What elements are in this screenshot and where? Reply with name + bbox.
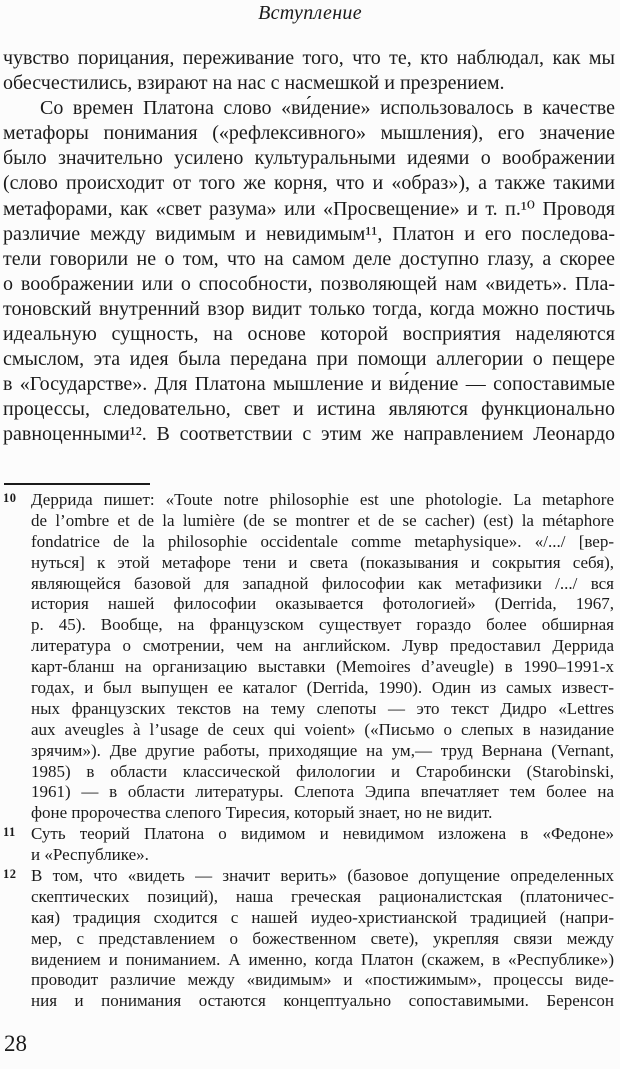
body-text-line: тоновский внутренний взор видит только тогда, когда можно постичь: [3, 297, 615, 320]
body-text-line: было значительно усилено культуральными идеями о воображении: [3, 147, 615, 170]
footnote-marker: 12: [3, 867, 17, 882]
body-text-line: процессы, следовательно, свет и истина являются функционально: [3, 398, 615, 421]
footnote-text-line: нуться] к этой метафоре тени и света (показывания и сокрытия себя),: [31, 552, 614, 572]
footnote-text-line: проводит различие между «видимым» и «постижимым», процессы виде-: [31, 970, 614, 990]
footnote-separator: [4, 483, 150, 485]
body-text-line: о воображении или о способности, позволяющей нам «видеть». Пла-: [3, 272, 615, 295]
body-text-line: в «Государстве». Для Платона мышление и ви́дение — сопоставимые: [3, 373, 615, 396]
footnote-text-line: карт-бланш на организацию выставки (Memoires d’aveugle) в 1990–1991-х: [31, 657, 614, 677]
body-text-line: смыслом, эта идея была передана при помощи аллегории о пещере: [3, 348, 615, 371]
footnote-text-line: Суть теорий Платона о видимом и невидимом изложена в «Федоне»: [31, 824, 614, 844]
footnote-text-line: кая) традиция сходится с нашей иудео-христианской традицией (напри-: [31, 907, 614, 927]
body-text-line: (слово происходит от того же корня, что и «образ»), а также такими: [3, 172, 615, 195]
footnote-text-line: литература о смотрении, чем на английском. Лувр предоставил Деррида: [31, 636, 614, 656]
body-text-line: тели говорили не о том, что на самом деле доступно глазу, а скорее: [3, 247, 615, 270]
page-number: 28: [4, 1031, 27, 1056]
footnotes-section: [3, 490, 614, 1012]
footnote-text-line: фоне пророчества слепого Тиресия, который знает, но не видит.: [31, 803, 493, 823]
body-text-line: Со времен Платона слово «ви́дение» использовалось в качестве: [40, 97, 615, 120]
body-text-line: метафорами, как «свет разума» или «Просвещение» и т. п.¹⁰ Проводя: [3, 197, 615, 220]
footnote: [3, 490, 614, 824]
body-text-line: обесчестились, взирают на нас с насмешкой и презрением.: [3, 72, 505, 95]
footnote-text-line: мер, с представлением о божественном свете), укрепляя связи между: [31, 928, 614, 948]
body-text-line: равноценными¹². В соответствии с этим же направлением Леонардо: [3, 423, 615, 446]
footnote-text-line: p. 45). Вообще, на французском существует гораздо более обширная: [31, 615, 614, 635]
footnote-text-line: 1961) — в области литературы. Слепота Эдипа впечатляет тем более на: [31, 782, 614, 802]
footnote: [3, 866, 614, 1012]
footnote-text-line: и «Республике».: [31, 845, 149, 865]
footnote-text-line: ния и понимания остаются концептуально сопоставимыми. Беренсон: [31, 991, 614, 1011]
footnote-text-line: ных французских текстов на тему слепоты — это текст Дидро «Lettres: [31, 698, 614, 718]
footnote: [3, 824, 614, 866]
footnote-text-line: Деррида пишет: «Toute notre philosophie est une photologie. La metaphore: [31, 490, 614, 509]
footnote-text-line: de l’ombre et de la lumière (de se montrer et de se cacher) (est) la métaphore: [31, 510, 614, 530]
footnote-text-line: являющейся базовой для западной философии как метафизики /.../ вся: [31, 573, 614, 593]
footnote-text-line: годах, и был выпущен ее каталог (Derrida, 1990). Один из самых извест-: [31, 678, 614, 698]
body-text-line: метафоры понимания («рефлексивного» мышления), его значение: [3, 122, 615, 145]
footnote-text-line: fondatrice de la philosophie occidentale comme metaphysique». «/.../ [вер-: [31, 531, 614, 551]
footnote-text-line: история нашей философии оказывается фотологией» (Derrida, 1967,: [31, 594, 614, 614]
body-text-line: идеальную сущность, на основе которой восприятия наделяются: [3, 323, 615, 346]
footnote-text-line: зрячим»). Две другие работы, приходящие на ум,— труд Вернана (Vernant,: [31, 740, 614, 760]
footnote-marker: 11: [3, 825, 16, 840]
running-header: Вступление: [258, 2, 362, 24]
footnote-text-line: видением и пониманием. А именно, когда Платон (скажем, в «Республике»): [31, 949, 614, 969]
footnote-text-line: aux aveugles à l’usage de ceux qui voient» («Письмо о слепых в назидание: [31, 719, 614, 739]
footnote-marker: 10: [3, 491, 17, 505]
body-text: [3, 46, 615, 448]
footnote-text-line: 1985) в области классической филологии и Старобински (Starobinski,: [31, 761, 614, 781]
body-text-line: чувство порицания, переживание того, что те, кто наблюдал, как мы: [3, 47, 615, 69]
footnote-text-line: скептических позиций), наша греческая рационалистская (платоничес-: [31, 886, 614, 906]
body-text-line: различие между видимым и невидимым¹¹, Платон и его последова-: [3, 222, 615, 245]
footnote-text-line: В том, что «видеть — значит верить» (базовое допущение определенных: [31, 866, 614, 886]
